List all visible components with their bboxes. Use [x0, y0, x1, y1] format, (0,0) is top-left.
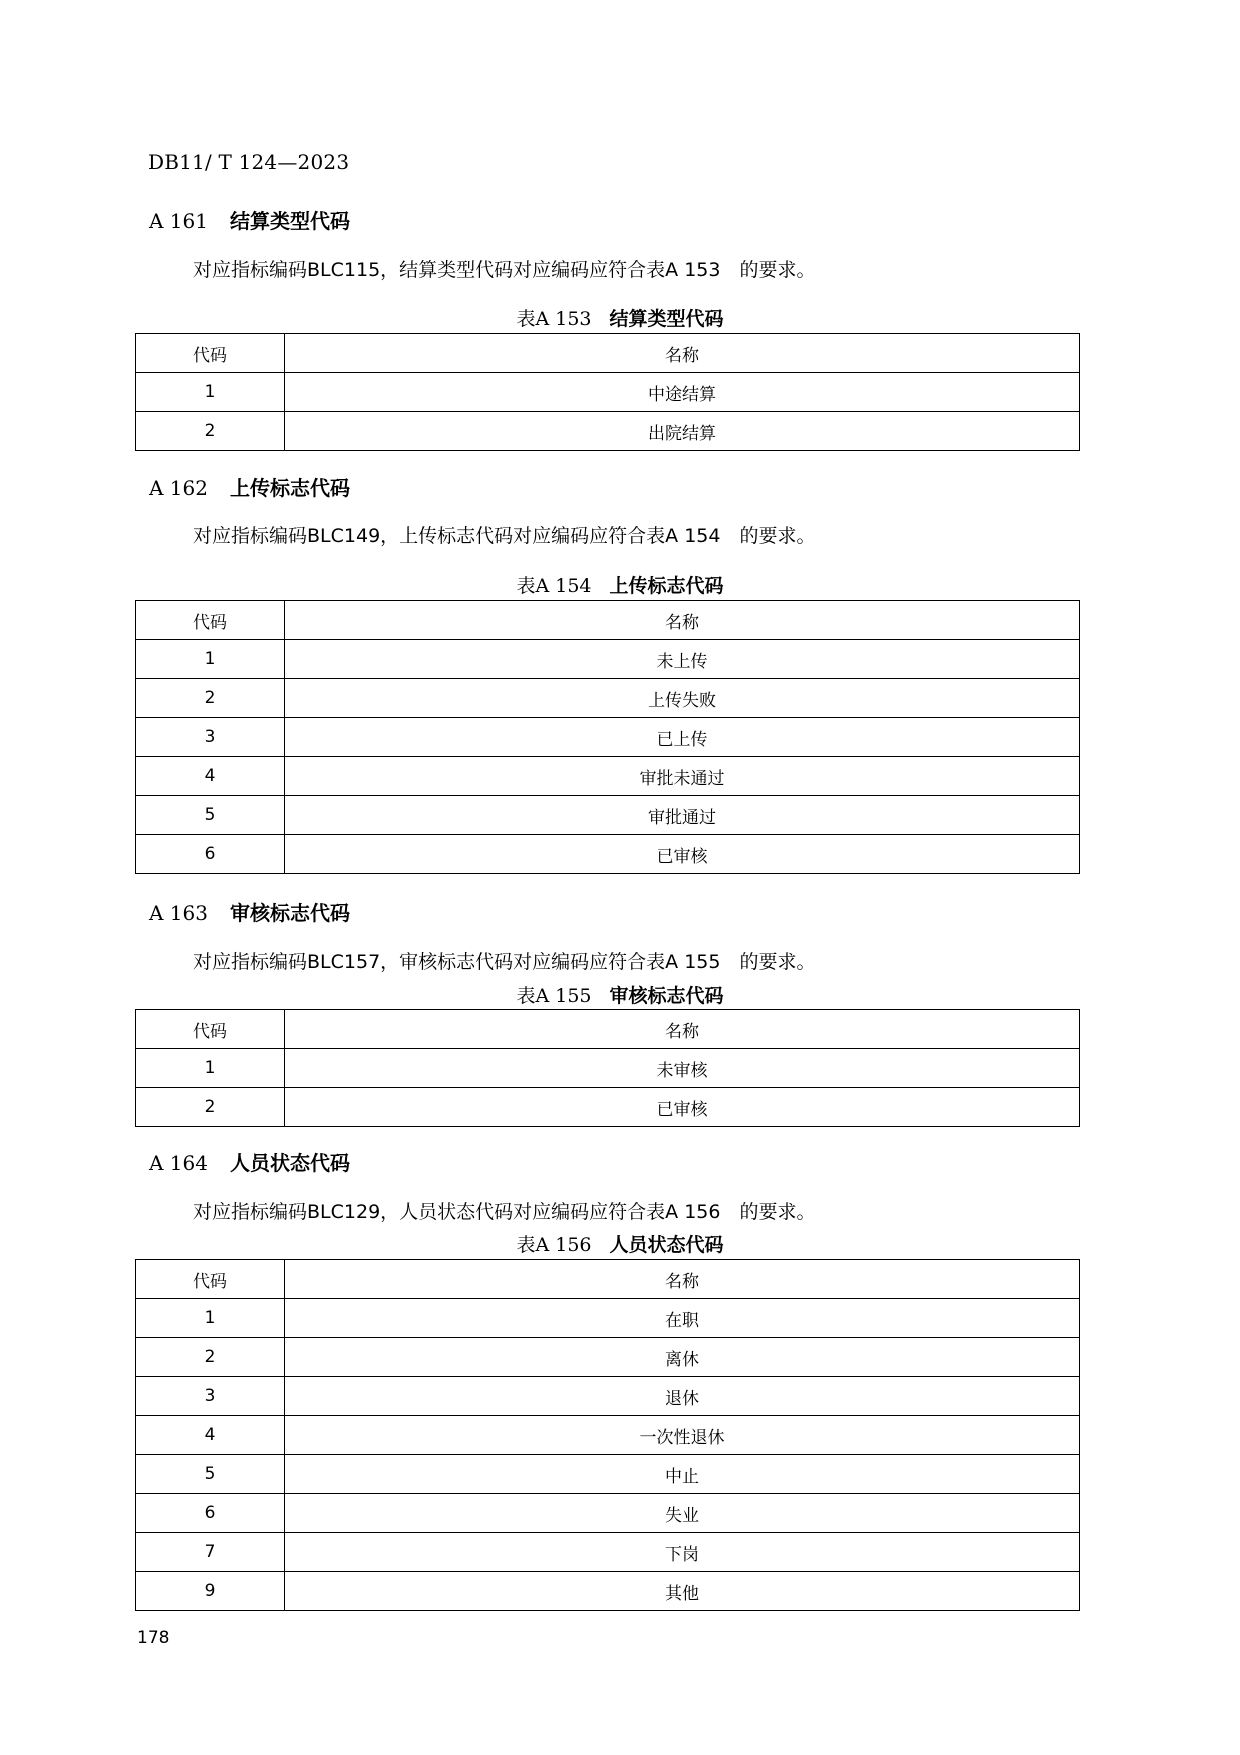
section-number: A 161: [149, 209, 208, 233]
cell-code: 2: [136, 1338, 285, 1377]
table-caption: [0, 571, 1240, 598]
section-paragraph: 对应指标编码BLC149，上传标志代码对应编码应符合表A 154 的要求。: [193, 525, 816, 547]
table-caption: [0, 1230, 1240, 1257]
cell-name: 一次性退休: [285, 1416, 1080, 1455]
cell-name: 失业: [285, 1494, 1080, 1533]
cell-name: 其他: [285, 1572, 1080, 1611]
table-header-row: [136, 1260, 1080, 1299]
cell-name: 中途结算: [285, 373, 1080, 412]
cell-name: 已审核: [285, 1088, 1080, 1127]
page-number: 178: [137, 1628, 170, 1648]
cell-code: 9: [136, 1572, 285, 1611]
table-row: [136, 1299, 1080, 1338]
table-header-row: [136, 601, 1080, 640]
table-row: [136, 1088, 1080, 1127]
cell-code: 5: [136, 796, 285, 835]
table-row: [136, 1494, 1080, 1533]
cell-name: 离休: [285, 1338, 1080, 1377]
cell-code: 2: [136, 679, 285, 718]
cell-code: 1: [136, 1299, 285, 1338]
table-header-row: [136, 1010, 1080, 1049]
cell-name: 中止: [285, 1455, 1080, 1494]
table-row: [136, 835, 1080, 874]
table-caption-title: 上传标志代码: [609, 575, 724, 597]
table-caption-number: 表A 156: [516, 1234, 592, 1256]
table-row: [136, 1572, 1080, 1611]
table-row: [136, 1377, 1080, 1416]
cell-code: 1: [136, 1049, 285, 1088]
column-header-name: 名称: [285, 601, 1080, 640]
cell-name: 出院结算: [285, 412, 1080, 451]
section-heading: [149, 205, 350, 234]
cell-code: 2: [136, 412, 285, 451]
cell-name: 已审核: [285, 835, 1080, 874]
table-header-row: [136, 334, 1080, 373]
cell-code: 7: [136, 1533, 285, 1572]
section-title: 结算类型代码: [229, 209, 350, 233]
code-table: [135, 1009, 1080, 1127]
cell-code: 1: [136, 640, 285, 679]
table-row: [136, 1533, 1080, 1572]
document-code: DB11/ T 124—2023: [148, 150, 350, 174]
section-number: A 164: [149, 1151, 208, 1175]
cell-name: 退休: [285, 1377, 1080, 1416]
cell-name: 在职: [285, 1299, 1080, 1338]
section-paragraph: 对应指标编码BLC129，人员状态代码对应编码应符合表A 156 的要求。: [193, 1201, 816, 1223]
table-caption-title: 结算类型代码: [609, 308, 724, 330]
column-header-name: 名称: [285, 1010, 1080, 1049]
table-row: [136, 757, 1080, 796]
code-table: [135, 1259, 1080, 1611]
cell-code: 6: [136, 835, 285, 874]
cell-name: 未上传: [285, 640, 1080, 679]
section-title: 上传标志代码: [229, 476, 350, 500]
cell-name: 已上传: [285, 718, 1080, 757]
column-header-name: 名称: [285, 334, 1080, 373]
table-row: [136, 640, 1080, 679]
table-row: [136, 718, 1080, 757]
section-paragraph: 对应指标编码BLC157，审核标志代码对应编码应符合表A 155 的要求。: [193, 951, 816, 973]
table-row: [136, 1455, 1080, 1494]
column-header-code: 代码: [136, 1010, 285, 1049]
table-caption: [0, 304, 1240, 331]
section-heading: [149, 1147, 350, 1176]
code-table: [135, 600, 1080, 874]
cell-code: 6: [136, 1494, 285, 1533]
table-row: [136, 1416, 1080, 1455]
table-row: [136, 1338, 1080, 1377]
section-number: A 162: [149, 476, 208, 500]
column-header-name: 名称: [285, 1260, 1080, 1299]
column-header-code: 代码: [136, 334, 285, 373]
table-row: [136, 412, 1080, 451]
cell-name: 下岗: [285, 1533, 1080, 1572]
column-header-code: 代码: [136, 601, 285, 640]
cell-name: 上传失败: [285, 679, 1080, 718]
cell-name: 审批未通过: [285, 757, 1080, 796]
section-title: 审核标志代码: [229, 901, 350, 925]
cell-name: 审批通过: [285, 796, 1080, 835]
table-caption-title: 人员状态代码: [609, 1234, 724, 1256]
table-caption-number: 表A 154: [516, 575, 592, 597]
table-caption-number: 表A 153: [516, 308, 592, 330]
table-row: [136, 373, 1080, 412]
table-caption: [0, 981, 1240, 1008]
cell-code: 3: [136, 1377, 285, 1416]
cell-code: 2: [136, 1088, 285, 1127]
code-table: [135, 333, 1080, 451]
section-paragraph: 对应指标编码BLC115，结算类型代码对应编码应符合表A 153 的要求。: [193, 259, 816, 281]
section-heading: [149, 897, 350, 926]
cell-code: 3: [136, 718, 285, 757]
cell-name: 未审核: [285, 1049, 1080, 1088]
table-row: [136, 679, 1080, 718]
cell-code: 5: [136, 1455, 285, 1494]
column-header-code: 代码: [136, 1260, 285, 1299]
section-number: A 163: [149, 901, 208, 925]
table-row: [136, 1049, 1080, 1088]
table-row: [136, 796, 1080, 835]
section-title: 人员状态代码: [229, 1151, 350, 1175]
table-caption-number: 表A 155: [516, 985, 592, 1007]
section-heading: [149, 472, 350, 501]
cell-code: 4: [136, 757, 285, 796]
table-caption-title: 审核标志代码: [609, 985, 724, 1007]
cell-code: 1: [136, 373, 285, 412]
cell-code: 4: [136, 1416, 285, 1455]
